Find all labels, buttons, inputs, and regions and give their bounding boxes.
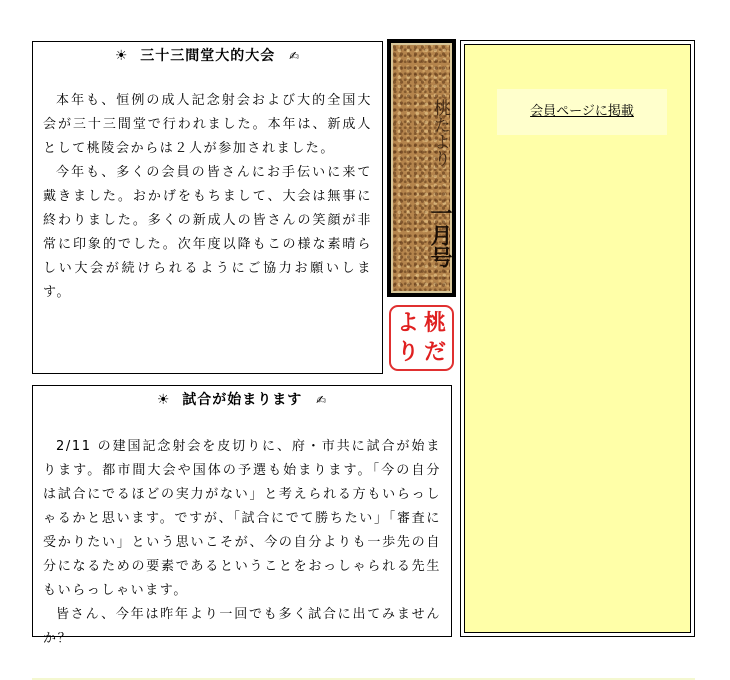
cork-panel (391, 43, 452, 293)
stamp-char: だ (423, 340, 446, 365)
article-title (33, 390, 451, 410)
article-title-text: 三十三間堂大的大会 (140, 48, 276, 64)
article-paragraph: 皆さん、今年は昨年より一回でも多く試合に出てみませんか？ (43, 607, 441, 646)
sun-icon: ☀ (156, 392, 171, 408)
article-paragraph: 本年も、恒例の成人記念射会および大的全国大会が三十三間堂で行われました。本年は、新成人として桃陵会からは２人が参加されました。 (43, 93, 372, 156)
sun-icon: ☀ (114, 48, 129, 64)
article-title-text: 試合が始まります (182, 392, 303, 408)
stamp-char: り (396, 340, 419, 365)
pen-icon: ✍ (289, 49, 301, 63)
article-shiai (32, 385, 452, 646)
sidebar (460, 40, 695, 637)
article-title (33, 46, 382, 66)
newsletter-banner (387, 39, 456, 297)
stamp-char: よ (396, 311, 419, 336)
banner-issue: 一月号 (427, 202, 452, 268)
banner-title: 桃たより (430, 99, 450, 167)
article-body (33, 435, 451, 651)
sidebar-panel (464, 44, 691, 633)
pen-icon: ✍ (316, 393, 328, 407)
stamp-char: 桃 (423, 311, 446, 336)
article-paragraph: 2/11 の建国記念射会を皮切りに、府・市共に試合が始まります。都市間大会や国体の予選も始まります。「今の自分は試合にでるほどの実力がない」と考えられる方もいらっしゃるかと思います。ですが、「試合にでて勝ちたい」「審査に受かりたい」という思いこそが、今の自分よりも一歩先の自分になるための要素であるということをおっしゃられる先生もいらっしゃいます。 (43, 439, 441, 598)
article-seijin-taikai (32, 41, 383, 374)
member-page-link[interactable]: 会員ページに掲載 (497, 89, 667, 135)
red-seal-stamp (389, 305, 454, 371)
article-paragraph: 今年も、多くの会員の皆さんにお手伝いに来て戴きました。おかげをもちまして、大会は無事に終わりました。多くの新成人の皆さんの笑顔が非常に印象的でした。次年度以降もこの様な素晴らしい大会が続けられるようにご協力お願いします。 (43, 165, 372, 300)
article-body (33, 89, 382, 305)
